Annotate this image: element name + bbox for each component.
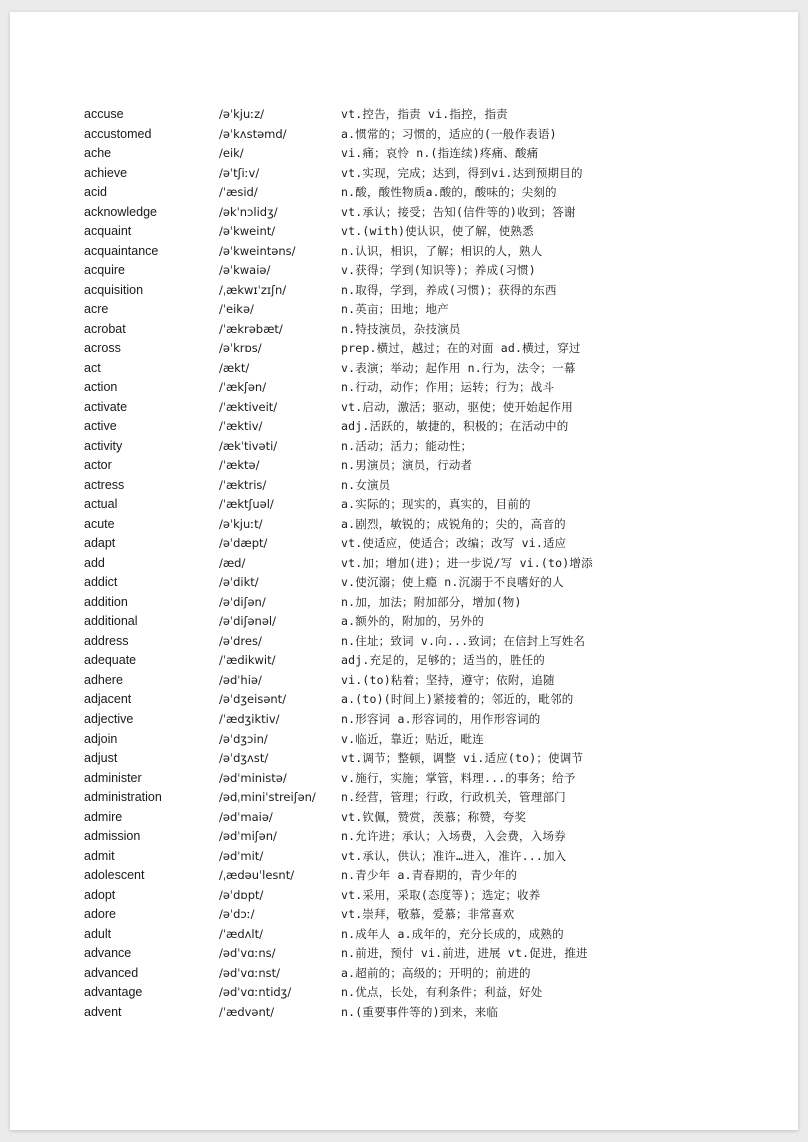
vocabulary-list bbox=[84, 105, 724, 1022]
entry-definition: n.认识，相识，了解；相识的人，熟人 bbox=[341, 243, 543, 258]
entry-pronunciation: /ˈæktə/ bbox=[219, 458, 260, 473]
entry-pronunciation: /əˈdʒʌst/ bbox=[219, 751, 269, 766]
entry-pronunciation: /ədˈvɑːntidʒ/ bbox=[219, 985, 292, 1000]
entry-definition: n.女演员 bbox=[341, 477, 391, 492]
entry-word: accustomed bbox=[84, 126, 152, 141]
vocabulary-entry bbox=[84, 886, 724, 906]
entry-definition: prep.横过，越过；在的对面 ad.横过，穿过 bbox=[341, 341, 581, 356]
entry-definition: adj.充足的，足够的；适当的，胜任的 bbox=[341, 653, 545, 668]
vocabulary-entry bbox=[84, 456, 724, 476]
vocabulary-entry bbox=[84, 222, 724, 242]
entry-pronunciation: /ˈæsid/ bbox=[219, 185, 258, 200]
entry-word: acquaintance bbox=[84, 243, 159, 258]
vocabulary-entry bbox=[84, 378, 724, 398]
entry-definition: vt.启动，激活；驱动，驱使；使开始起作用 bbox=[341, 399, 573, 414]
entry-definition: vt.采用，采取(态度等)；选定；收养 bbox=[341, 887, 541, 902]
entry-word: acquire bbox=[84, 263, 125, 278]
entry-pronunciation: /ˈækʃən/ bbox=[219, 380, 267, 395]
entry-definition: a.额外的，附加的，另外的 bbox=[341, 614, 484, 629]
entry-pronunciation: /ˌækwɪˈzɪʃn/ bbox=[219, 282, 287, 297]
entry-pronunciation: /əˈkweintəns/ bbox=[219, 243, 296, 258]
entry-definition: vi.痛；哀怜 n.(指连续)疼痛、酸痛 bbox=[341, 146, 539, 161]
entry-word: actual bbox=[84, 497, 118, 512]
entry-pronunciation: /ˈædʌlt/ bbox=[219, 926, 264, 941]
entry-definition: vt.承认，供认；准许…进入，准许...加入 bbox=[341, 848, 567, 863]
entry-definition: n.前进，预付 vi.前进，进展 vt.促进，推进 bbox=[341, 946, 588, 961]
vocabulary-entry bbox=[84, 359, 724, 379]
entry-word: admit bbox=[84, 848, 115, 863]
entry-definition: v.施行，实施；掌管，料理...的事务；给予 bbox=[341, 770, 576, 785]
vocabulary-entry bbox=[84, 261, 724, 281]
vocabulary-entry bbox=[84, 320, 724, 340]
entry-word: acid bbox=[84, 185, 107, 200]
entry-word: action bbox=[84, 380, 118, 395]
entry-definition: vt.加；增加(进)；进一步说/写 vi.(to)增添 bbox=[341, 555, 593, 570]
entry-pronunciation: /əˈdɔː/ bbox=[219, 907, 255, 922]
entry-pronunciation: /æd/ bbox=[219, 555, 246, 570]
entry-pronunciation: /əˈdʒɔin/ bbox=[219, 731, 268, 746]
entry-word: adequate bbox=[84, 653, 137, 668]
entry-definition: n.(重要事件等的)到来，来临 bbox=[341, 1004, 499, 1019]
entry-definition: v.表演；举动；起作用 n.行为，法令；一幕 bbox=[341, 360, 576, 375]
entry-word: adjacent bbox=[84, 692, 132, 707]
entry-definition: adj.活跃的，敏捷的，积极的；在活动中的 bbox=[341, 419, 569, 434]
entry-word: acknowledge bbox=[84, 204, 157, 219]
entry-definition: n.活动；活力；能动性； bbox=[341, 438, 473, 453]
entry-definition: vt.实现，完成；达到，得到vi.达到预期目的 bbox=[341, 165, 583, 180]
entry-definition: vt.崇拜，敬慕，爱慕；非常喜欢 bbox=[341, 907, 515, 922]
entry-pronunciation: /ˌædəuˈlesnt/ bbox=[219, 868, 295, 883]
vocabulary-entry bbox=[84, 183, 724, 203]
vocabulary-entry bbox=[84, 495, 724, 515]
entry-definition: vi.(to)粘着；坚持，遵守；依附，追随 bbox=[341, 672, 555, 687]
vocabulary-entry bbox=[84, 690, 724, 710]
entry-word: activity bbox=[84, 438, 123, 453]
entry-word: address bbox=[84, 633, 129, 648]
entry-pronunciation: /əˈdiʃənəl/ bbox=[219, 614, 276, 629]
vocabulary-entry bbox=[84, 417, 724, 437]
entry-word: actress bbox=[84, 477, 125, 492]
entry-pronunciation: /əˈdres/ bbox=[219, 633, 262, 648]
entry-pronunciation: /ədˈhiə/ bbox=[219, 672, 262, 687]
vocabulary-entry bbox=[84, 769, 724, 789]
entry-definition: n.允许进；承认；入场费，入会费，入场券 bbox=[341, 829, 566, 844]
vocabulary-entry bbox=[84, 554, 724, 574]
entry-word: adhere bbox=[84, 672, 123, 687]
entry-word: acquaint bbox=[84, 224, 132, 239]
entry-pronunciation: /ədˈvɑːns/ bbox=[219, 946, 276, 961]
entry-pronunciation: /ədˈmit/ bbox=[219, 848, 264, 863]
vocabulary-entry bbox=[84, 808, 724, 828]
entry-word: advantage bbox=[84, 985, 143, 1000]
vocabulary-entry bbox=[84, 866, 724, 886]
entry-definition: n.优点，长处，有利条件；利益，好处 bbox=[341, 985, 543, 1000]
entry-pronunciation: /əˈkjuːz/ bbox=[219, 107, 265, 121]
entry-word: advance bbox=[84, 946, 132, 961]
entry-word: adopt bbox=[84, 887, 116, 902]
entry-definition: a.实际的；现实的，真实的，目前的 bbox=[341, 497, 531, 512]
entry-word: administer bbox=[84, 770, 142, 785]
vocabulary-entry bbox=[84, 827, 724, 847]
vocabulary-entry bbox=[84, 593, 724, 613]
entry-pronunciation: /ˈædikwit/ bbox=[219, 653, 276, 668]
entry-pronunciation: /əˈtʃiːv/ bbox=[219, 165, 260, 180]
entry-definition: v.使沉溺；使上瘾 n.沉溺于不良嗜好的人 bbox=[341, 575, 564, 590]
entry-word: acrobat bbox=[84, 321, 126, 336]
vocabulary-entry bbox=[84, 125, 724, 145]
entry-pronunciation: /əˈkweint/ bbox=[219, 224, 276, 239]
vocabulary-entry bbox=[84, 203, 724, 223]
vocabulary-entry bbox=[84, 398, 724, 418]
vocabulary-entry bbox=[84, 339, 724, 359]
entry-definition: n.酸，酸性物质a.酸的，酸味的；尖刻的 bbox=[341, 185, 557, 200]
vocabulary-entry bbox=[84, 944, 724, 964]
vocabulary-entry bbox=[84, 144, 724, 164]
entry-definition: n.经营，管理；行政，行政机关，管理部门 bbox=[341, 790, 566, 805]
entry-word: achieve bbox=[84, 165, 128, 180]
entry-definition: n.男演员；演员，行动者 bbox=[341, 458, 473, 473]
vocabulary-entry bbox=[84, 788, 724, 808]
entry-word: act bbox=[84, 360, 101, 375]
entry-definition: v.获得；学到(知识等)；养成(习惯) bbox=[341, 263, 536, 278]
entry-word: actor bbox=[84, 458, 112, 473]
vocabulary-entry bbox=[84, 300, 724, 320]
entry-definition: v.临近，靠近；贴近，毗连 bbox=[341, 731, 484, 746]
vocabulary-entry bbox=[84, 847, 724, 867]
entry-definition: n.青少年 a.青春期的，青少年的 bbox=[341, 868, 518, 883]
entry-definition: a.剧烈，敏锐的；成锐角的；尖的，高音的 bbox=[341, 516, 566, 531]
entry-word: administration bbox=[84, 790, 162, 805]
entry-definition: a.惯常的；习惯的，适应的(一般作表语) bbox=[341, 126, 557, 141]
document-page bbox=[10, 12, 798, 1130]
entry-definition: a.超前的；高级的；开明的；前进的 bbox=[341, 965, 531, 980]
entry-definition: a.(to)(时间上)紧接着的；邻近的，毗邻的 bbox=[341, 692, 574, 707]
entry-definition: vt.(with)使认识，使了解，使熟悉 bbox=[341, 224, 534, 239]
vocabulary-entry bbox=[84, 1003, 724, 1023]
entry-word: across bbox=[84, 341, 121, 356]
entry-pronunciation: /ˈæktʃuəl/ bbox=[219, 497, 274, 512]
vocabulary-entry bbox=[84, 632, 724, 652]
entry-definition: n.英亩；田地；地产 bbox=[341, 302, 449, 317]
entry-pronunciation: /ækˈtivəti/ bbox=[219, 438, 278, 453]
entry-definition: n.行动，动作；作用；运转；行为；战斗 bbox=[341, 380, 555, 395]
entry-definition: n.加，加法；附加部分，增加(物) bbox=[341, 594, 522, 609]
entry-pronunciation: /əˈdiʃən/ bbox=[219, 594, 266, 609]
entry-word: admire bbox=[84, 809, 123, 824]
entry-pronunciation: /ˈækrəbæt/ bbox=[219, 321, 283, 336]
vocabulary-entry bbox=[84, 905, 724, 925]
entry-pronunciation: /ˈæktris/ bbox=[219, 477, 267, 492]
entry-pronunciation: /ədˈvɑːnst/ bbox=[219, 965, 281, 980]
entry-word: adapt bbox=[84, 536, 116, 551]
entry-pronunciation: /ədˈmiʃən/ bbox=[219, 829, 277, 844]
entry-word: accuse bbox=[84, 107, 124, 121]
entry-definition: n.取得，学到，养成(习惯)；获得的东西 bbox=[341, 282, 557, 297]
entry-pronunciation: /ˈædvənt/ bbox=[219, 1004, 275, 1019]
entry-word: acquisition bbox=[84, 282, 144, 297]
entry-word: adjoin bbox=[84, 731, 118, 746]
vocabulary-entry bbox=[84, 105, 724, 125]
entry-pronunciation: /ˈeikə/ bbox=[219, 302, 254, 317]
entry-definition: vt.调节；整顿，调整 vi.适应(to)；使调节 bbox=[341, 751, 584, 766]
entry-pronunciation: /ədˌminiˈstreiʃən/ bbox=[219, 790, 316, 805]
vocabulary-entry bbox=[84, 749, 724, 769]
entry-definition: vt.控告，指责 vi.指控，指责 bbox=[341, 107, 508, 121]
vocabulary-entry bbox=[84, 164, 724, 184]
entry-word: addict bbox=[84, 575, 118, 590]
entry-word: adjective bbox=[84, 711, 134, 726]
entry-word: activate bbox=[84, 399, 128, 414]
entry-definition: n.成年人 a.成年的，充分长成的，成熟的 bbox=[341, 926, 564, 941]
entry-definition: vt.承认；接受；告知(信件等的)收到；答谢 bbox=[341, 204, 576, 219]
vocabulary-entry bbox=[84, 730, 724, 750]
entry-word: add bbox=[84, 555, 105, 570]
entry-word: adjust bbox=[84, 751, 118, 766]
vocabulary-entry bbox=[84, 964, 724, 984]
entry-word: admission bbox=[84, 829, 141, 844]
vocabulary-entry bbox=[84, 515, 724, 535]
vocabulary-entry bbox=[84, 671, 724, 691]
vocabulary-entry bbox=[84, 534, 724, 554]
entry-word: advanced bbox=[84, 965, 139, 980]
entry-pronunciation: /ədˈmaiə/ bbox=[219, 809, 273, 824]
entry-pronunciation: /əˈkʌstəmd/ bbox=[219, 126, 287, 141]
entry-pronunciation: /ˈæktiv/ bbox=[219, 419, 263, 434]
entry-pronunciation: /əˈkrɒs/ bbox=[219, 341, 262, 356]
vocabulary-entry bbox=[84, 651, 724, 671]
entry-word: acre bbox=[84, 302, 109, 317]
entry-pronunciation: /ˈæktiveit/ bbox=[219, 399, 278, 414]
entry-pronunciation: /əˈdæpt/ bbox=[219, 536, 268, 551]
entry-pronunciation: /əˈkwaiə/ bbox=[219, 263, 271, 278]
entry-definition: vt.钦佩，赞赏，羡慕；称赞，夸奖 bbox=[341, 809, 527, 824]
entry-pronunciation: /ˈædʒiktiv/ bbox=[219, 711, 280, 726]
entry-word: advent bbox=[84, 1004, 122, 1019]
vocabulary-entry bbox=[84, 242, 724, 262]
vocabulary-entry bbox=[84, 281, 724, 301]
entry-pronunciation: /ədˈministə/ bbox=[219, 770, 287, 785]
entry-pronunciation: /əkˈnɔlidʒ/ bbox=[219, 204, 278, 219]
vocabulary-entry bbox=[84, 437, 724, 457]
entry-definition: n.住址；致词 v.向...致词；在信封上写姓名 bbox=[341, 633, 586, 648]
entry-word: adore bbox=[84, 907, 116, 922]
entry-definition: vt.使适应，使适合；改编；改写 vi.适应 bbox=[341, 536, 567, 551]
entry-pronunciation: /ækt/ bbox=[219, 360, 250, 375]
entry-pronunciation: /eik/ bbox=[219, 146, 244, 161]
vocabulary-entry bbox=[84, 710, 724, 730]
entry-pronunciation: /əˈdikt/ bbox=[219, 575, 259, 590]
entry-word: acute bbox=[84, 516, 115, 531]
vocabulary-entry bbox=[84, 573, 724, 593]
entry-word: additional bbox=[84, 614, 138, 629]
vocabulary-entry bbox=[84, 476, 724, 496]
vocabulary-entry bbox=[84, 983, 724, 1003]
entry-word: active bbox=[84, 419, 117, 434]
entry-definition: n.特技演员，杂技演员 bbox=[341, 321, 461, 336]
entry-pronunciation: /əˈdɒpt/ bbox=[219, 887, 264, 902]
entry-pronunciation: /əˈdʒeisənt/ bbox=[219, 692, 287, 707]
entry-word: adolescent bbox=[84, 868, 145, 883]
entry-word: ache bbox=[84, 146, 112, 161]
vocabulary-entry bbox=[84, 925, 724, 945]
entry-definition: n.形容词 a.形容词的，用作形容词的 bbox=[341, 711, 541, 726]
vocabulary-entry bbox=[84, 612, 724, 632]
entry-word: adult bbox=[84, 926, 112, 941]
entry-pronunciation: /əˈkjuːt/ bbox=[219, 516, 263, 531]
entry-word: addition bbox=[84, 594, 128, 609]
